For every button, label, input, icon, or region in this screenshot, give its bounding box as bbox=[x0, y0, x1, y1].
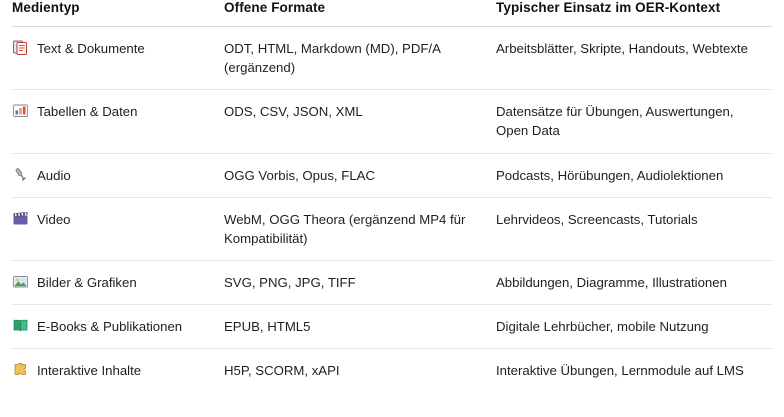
table-row bbox=[12, 305, 772, 349]
film-clapper-icon bbox=[12, 210, 29, 227]
table-cell-usage: Digitale Lehrbücher, mobile Nutzung bbox=[496, 305, 772, 349]
table-row bbox=[12, 153, 772, 197]
documents-icon bbox=[12, 39, 29, 56]
table-cell-type-label: E-Books & Publikationen bbox=[37, 319, 183, 335]
table-body bbox=[12, 27, 772, 393]
microphone-icon bbox=[12, 166, 29, 183]
table-cell-type-label: Audio bbox=[37, 167, 71, 183]
table-cell-formats: WebM, OGG Theora (ergänzend MP4 für Kompatibilität) bbox=[224, 197, 496, 260]
table-cell-type-label: Text & Dokumente bbox=[37, 41, 145, 56]
table-cell-type bbox=[12, 153, 224, 197]
table-cell-type bbox=[12, 349, 224, 393]
table-cell-usage: Podcasts, Hörübungen, Audiolektionen bbox=[496, 153, 772, 197]
table-cell-type bbox=[12, 27, 224, 90]
table-cell-type bbox=[12, 305, 224, 349]
table-cell-usage: Lehrvideos, Screencasts, Tutorials bbox=[496, 197, 772, 260]
table-row bbox=[12, 90, 772, 153]
table-row bbox=[12, 349, 772, 393]
table-cell-type-label: Interaktive Inhalte bbox=[37, 363, 142, 379]
table-cell-type-label: Tabellen & Daten bbox=[37, 104, 138, 120]
table-cell-formats: ODT, HTML, Markdown (MD), PDF/A (ergänzend) bbox=[224, 27, 496, 90]
table-cell-type bbox=[12, 90, 224, 153]
table-row bbox=[12, 27, 772, 90]
table-cell-type bbox=[12, 197, 224, 260]
book-icon bbox=[12, 317, 29, 334]
table-row bbox=[12, 197, 772, 260]
table-cell-type bbox=[12, 260, 224, 304]
table-cell-usage: Interaktive Übungen, Lernmodule auf LMS bbox=[496, 363, 744, 379]
table-cell-usage: Datensätze für Übungen, Auswertungen, Open Data bbox=[496, 90, 772, 153]
table-cell-formats: H5P, SCORM, xAPI bbox=[224, 363, 340, 379]
table-cell-formats: ODS, CSV, JSON, XML bbox=[224, 90, 496, 153]
table-cell-formats: OGG Vorbis, Opus, FLAC bbox=[224, 153, 496, 197]
column-header-typischer-einsatz: Typischer Einsatz im OER-Kontext bbox=[496, 0, 772, 27]
column-header-offene-formate: Offene Formate bbox=[224, 0, 496, 27]
table-header bbox=[12, 0, 772, 27]
table-cell-formats: SVG, PNG, JPG, TIFF bbox=[224, 260, 496, 304]
table-cell-usage: Arbeitsblätter, Skripte, Handouts, Webtexte bbox=[496, 27, 772, 90]
table-cell-type-label: Bilder & Grafiken bbox=[37, 274, 137, 290]
column-header-medientyp: Medientyp bbox=[12, 0, 224, 27]
table-cell-usage: Abbildungen, Diagramme, Illustrationen bbox=[496, 260, 772, 304]
table-header-row bbox=[12, 0, 772, 27]
bar-chart-icon bbox=[12, 102, 29, 119]
table-cell-formats: EPUB, HTML5 bbox=[224, 305, 496, 349]
table-cell-type-label: Video bbox=[37, 211, 71, 227]
media-type-table bbox=[12, 0, 772, 392]
puzzle-icon bbox=[12, 361, 29, 378]
table-row bbox=[12, 260, 772, 304]
picture-icon bbox=[12, 273, 29, 290]
